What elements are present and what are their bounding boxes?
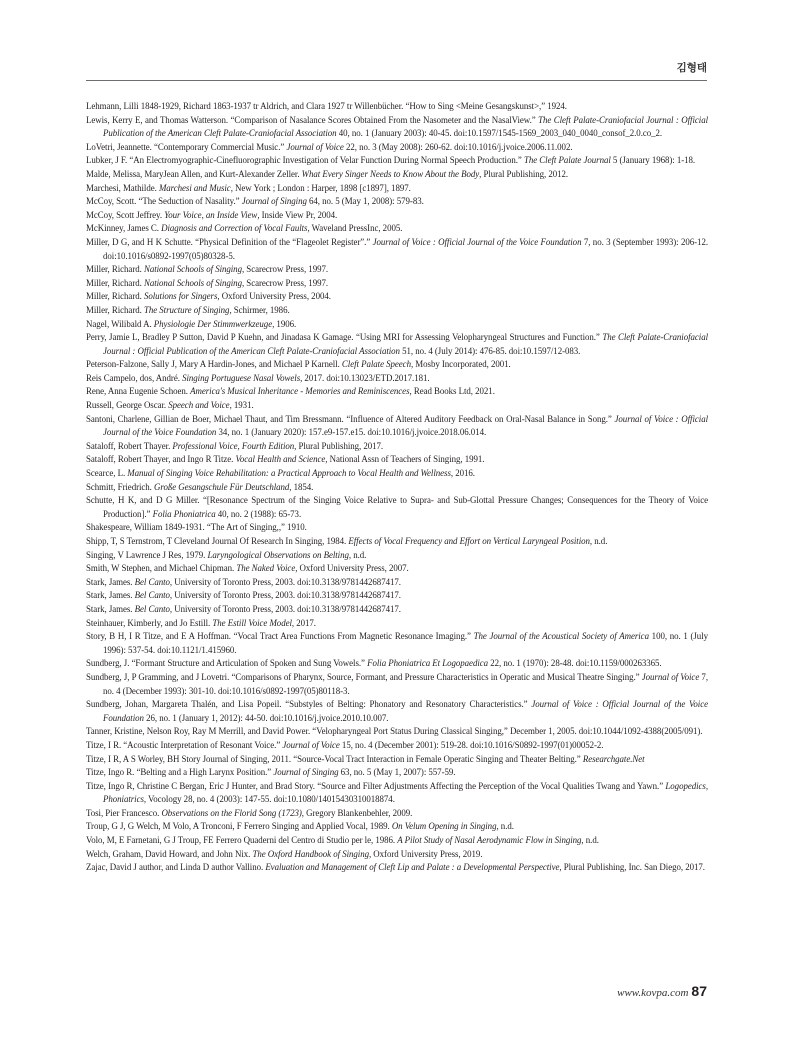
reference-text: McCoy, Scott Jeffrey. (86, 209, 165, 220)
reference-text: 22, no. 3 (May 2008): 260-62. doi:10.1016/j.jvoice.2006.11.002. (343, 141, 573, 152)
reference-text: Marchesi, Mathilde. (86, 182, 159, 193)
reference-text: Miller, Richard. (86, 304, 144, 315)
reference-text: Nagel, Wilibald A. (86, 318, 154, 329)
reference-text: , National Assn of Teachers of Singing, 1991. (325, 454, 485, 465)
reference-text: , Vocology 28, no. 4 (2003): 147-55. doi:10.1080/14015430310018874. (143, 794, 395, 805)
reference-text: Zajac, David J author, and Linda D author Vallino. (86, 862, 266, 873)
reference-entry (86, 209, 708, 223)
reference-text: , Mosby Incorporated, 2001. (410, 359, 511, 370)
reference-entry (86, 114, 708, 141)
reference-text: Miller, Richard. (86, 277, 144, 288)
reference-text: Russell, George Oscar. (86, 400, 169, 411)
reference-title: National Schools of Singing (143, 264, 242, 275)
reference-text: , University of Toronto Press, 2003. doi:10.3138/9781442687417. (169, 590, 401, 601)
reference-entry (86, 861, 708, 875)
reference-entry (86, 263, 708, 277)
reference-text: Troup, G J, G Welch, M Volo, A Tronconi, F Ferrero Singing and Applied Vocal, 1989. (86, 821, 392, 832)
reference-text: 40, no. 2 (1988): 65-73. (215, 508, 302, 519)
reference-title: Bel Canto (134, 590, 170, 601)
reference-title: Journal of Singing (273, 767, 339, 778)
reference-title: Cleft Palate Speech (341, 359, 411, 370)
reference-text: Tanner, Kristine, Nelson Roy, Ray M Merrill, and David Power. “Velopharyngeal Port Status During Classical Singing,” December 1, 2005. doi:10.1044/1092-4388(2005/091). (86, 726, 703, 737)
reference-entry (86, 467, 708, 481)
reference-entry (86, 141, 708, 155)
reference-text: , Plural Publishing, 2012. (479, 168, 569, 179)
reference-title: Journal of Voice : Official Journal of the Voice Foundation (103, 413, 708, 438)
reference-entry (86, 154, 708, 168)
reference-title: Researchgate.Net (582, 753, 645, 764)
reference-text: Lubker, J F. “An Electromyographic-Cinefluorographic Investigation of Velar Function During Normal Speech Production.” (86, 155, 524, 166)
reference-text: McCoy, Scott. “The Seduction of Nasality.” (86, 196, 242, 207)
reference-text: Sataloff, Robert Thayer, and Ingo R Titze. (86, 454, 236, 465)
reference-entry (86, 182, 708, 196)
reference-entry (86, 807, 708, 821)
reference-title: Solutions for Singers (143, 291, 218, 302)
reference-text: , Waveland PressInc, 2005. (307, 223, 403, 234)
reference-text: Tosi, Pier Francesco. (86, 807, 162, 818)
reference-text: 22, no. 1 (1970): 28-48. doi:10.1159/000263365. (488, 658, 662, 669)
reference-text: , 1931. (229, 400, 254, 411)
reference-entry (86, 739, 708, 753)
reference-text: Schutte, H K, and D G Miller. “[Resonance Spectrum of the Singing Voice Relative to Supra- and Sub-Glottal Pressure Changes; Consequences for the Theory of Voice Production].” (86, 495, 708, 519)
reference-title: Evaluation and Management of Cleft Lip and Palate : a Developmental Perspective (265, 862, 560, 873)
reference-text: Sundberg, Johan, Margareta Thalén, and Lisa Popeil. “Substyles of Belting: Phonatory and Resonatory Characteristics.” (86, 699, 532, 710)
reference-title: Journal of Voice (641, 671, 700, 682)
reference-text: Welch, Graham, David Howard, and John Nix. (86, 848, 253, 859)
reference-text: , Scarecrow Press, 1997. (241, 277, 329, 288)
reference-text: , n.d. (496, 821, 514, 832)
reference-entry (86, 521, 708, 535)
reference-text: Shipp, T, S Ternstrom, T Cleveland Journal Of Research In Singing, 1984. (86, 536, 349, 546)
reference-title: Bel Canto (134, 576, 170, 587)
reference-text: Lewis, Kerry E, and Thomas Watterson. “Comparison of Nasalance Scores Obtained From the Nasometer and the NasalView.” (86, 114, 539, 125)
reference-title: Große Gesangschule Für Deutschland (154, 481, 290, 492)
reference-text: Titze, I R, A S Worley, BH Story Journal of Singing, 2011. “Source-Vocal Tract Interaction in Female Operatic Singing and Theater Belting.” (86, 753, 583, 764)
reference-text: Sataloff, Robert Thayer. (86, 440, 173, 451)
reference-title: The Cleft Palate Journal (523, 155, 611, 166)
reference-title: The Cleft Palate-Craniofacial Journal : Official Publication of the American Cleft Palate-Craniofacial Association (103, 114, 708, 139)
reference-entry (86, 657, 708, 671)
reference-text: , Plural Publishing, 2017. (294, 440, 384, 451)
reference-text: 5 (January 1968): 1-18. (610, 155, 696, 166)
reference-title: The Estill Voice Model (212, 617, 292, 628)
reference-list (86, 100, 708, 875)
reference-text: 63, no. 5 (May 1, 2007): 557-59. (338, 767, 456, 778)
reference-text: Santoni, Charlene, Gillian de Boer, Michael Thaut, and Tim Bressmann. “Influence of Altered Auditory Feedback on Oral-Nasal Balance in Song.” (86, 413, 615, 424)
reference-entry (86, 222, 708, 236)
reference-text: , Gregory Blankenbehler, 2009. (301, 807, 413, 818)
reference-text: Steinhauer, Kimberly, and Jo Estill. (86, 617, 213, 628)
reference-text: Stark, James. (86, 590, 135, 601)
reference-title: The Cleft Palate-Craniofacial Journal : Official Publication of the American Cleft Palate-Craniofacial Association (103, 332, 708, 356)
reference-text: 15, no. 4 (December 2001): 519-28. doi:10.1016/S0892-1997(01)00052-2. (339, 739, 604, 750)
reference-entry (86, 440, 708, 454)
reference-text: LoVetri, Jeannette. “Contemporary Commercial Music.” (86, 141, 287, 152)
reference-title: Vocal Health and Science (235, 454, 326, 465)
reference-entry (86, 372, 708, 386)
reference-text: , University of Toronto Press, 2003. doi:10.3138/9781442687417. (169, 576, 401, 587)
reference-entry (86, 766, 708, 780)
reference-text: , Scarecrow Press, 1997. (241, 264, 329, 275)
reference-title: Your Voice, an Inside View (164, 209, 258, 220)
reference-text: Story, B H, I R Titze, and E A Hoffman. “Vocal Tract Area Functions From Magnetic Resonance Imaging.” (86, 631, 474, 642)
reference-entry (86, 453, 708, 467)
reference-text: , Oxford University Press, 2004. (217, 291, 331, 302)
reference-text: , 1854. (289, 481, 314, 492)
reference-text: , Oxford University Press, 2007. (295, 563, 409, 574)
reference-text: Singing, V Lawrence J Res, 1979. (86, 549, 208, 560)
reference-text: 40, no. 1 (January 2003): 40-45. doi:10.1597/1545-1569_2003_040_0040_consof_2.0.co_2. (336, 128, 663, 139)
reference-title: Laryngological Observations on Belting (207, 549, 349, 560)
page-number: 87 (691, 983, 707, 999)
reference-entry (86, 358, 708, 372)
reference-title: Diagnosis and Correction of Vocal Faults (161, 223, 308, 234)
reference-title: Folia Phoniatrica Et Logopaedica (367, 658, 489, 669)
reference-entry (86, 100, 708, 114)
reference-text: , Plural Publishing, Inc. San Diego, 2017. (559, 862, 705, 873)
footer-site[interactable]: www.kovpa.com (617, 987, 689, 999)
reference-entry (86, 399, 708, 413)
reference-title: Professional Voice, Fourth Edition (172, 440, 295, 451)
reference-text: Sundberg, J. “Formant Structure and Articulation of Spoken and Sung Vowels.” (86, 658, 368, 669)
reference-text: , 2017. doi:10.13023/ETD.2017.181. (300, 372, 430, 383)
reference-text: Schmitt, Friedrich. (86, 481, 155, 492)
reference-title: America's Musical Inheritance - Memories and Reminiscences (190, 386, 410, 397)
reference-title: Effects of Vocal Frequency and Effort on Vertical Laryngeal Position (348, 536, 590, 546)
reference-text: 51, no. 4 (July 2014): 476-85. doi:10.1597/12-083. (399, 345, 581, 356)
reference-title: The Oxford Handbook of Singing (252, 848, 369, 859)
reference-text: , n.d. (581, 835, 599, 846)
header-rule (86, 80, 707, 81)
reference-entry (86, 834, 708, 848)
reference-text: , 1906. (272, 318, 297, 329)
reference-title: Journal of Voice : Official Journal of the Voice Foundation (103, 699, 708, 723)
reference-entry (86, 562, 708, 576)
reference-text: , New York ; London : Harper, 1898 [c1897], 1897. (230, 182, 411, 193)
reference-title: National Schools of Singing (143, 277, 242, 288)
reference-text: , 2017. (291, 617, 316, 628)
page-footer (617, 983, 707, 999)
reference-text: , Oxford University Press, 2019. (368, 848, 483, 859)
reference-title: Logopedics, Phoniatrics (103, 780, 708, 805)
reference-title: Journal of Voice : Official Journal of the Voice Foundation (372, 236, 582, 247)
reference-text: 100, no. 1 (July 1996): 537-54. doi:10.1121/1.415960. (103, 631, 708, 655)
reference-text: Rene, Anna Eugenie Schoen. (86, 386, 191, 397)
reference-title: Speech and Voice (168, 400, 230, 411)
reference-entry (86, 848, 708, 862)
reference-text: Titze, Ingo R, Christine C Bergan, Eric J Hunter, and Brad Story. “Source and Filter Adjustments Affecting the Perception of the Vocal Qualities Twang and Yawn.” (86, 780, 666, 791)
reference-entry (86, 290, 708, 304)
reference-title: Journal of Singing (241, 196, 307, 207)
reference-title: Folia Phoniatrica (152, 508, 216, 519)
reference-title: The Naked Voice (236, 563, 296, 574)
reference-entry (86, 277, 708, 291)
reference-text: Reis Campelo, dos, André. (86, 372, 183, 383)
reference-entry (86, 318, 708, 332)
reference-title: The Structure of Singing (143, 304, 230, 315)
reference-title: Manual of Singing Voice Rehabilitation: a Practical Approach to Vocal Health and Wellness (127, 468, 451, 479)
reference-entry (86, 589, 708, 603)
reference-entry (86, 603, 708, 617)
reference-entry (86, 481, 708, 495)
reference-text: Titze, I R. “Acoustic Interpretation of Resonant Voice.” (86, 739, 283, 750)
running-header-author: 김형태 (676, 62, 707, 74)
reference-entry (86, 725, 708, 739)
reference-entry (86, 753, 708, 767)
reference-title: Physiologie Der Stimmwerkzeuge (153, 318, 273, 329)
reference-entry (86, 494, 708, 521)
reference-text: Shakespeare, William 1849-1931. “The Art of Singing,,” 1910. (86, 522, 307, 533)
reference-entry (86, 698, 708, 725)
reference-text: , n.d. (348, 549, 367, 560)
reference-title: What Every Singer Needs to Know About the Body (301, 168, 480, 179)
reference-title: Observations on the Florid Song (1723) (161, 807, 302, 818)
reference-text: 34, no. 1 (January 2020): 157.e9-157.e15. doi:10.1016/j.jvoice.2018.06.014. (216, 427, 487, 438)
reference-entry (86, 671, 708, 698)
reference-text: , University of Toronto Press, 2003. doi:10.3138/9781442687417. (169, 603, 401, 614)
reference-text: Stark, James. (86, 603, 135, 614)
reference-entry (86, 820, 708, 834)
reference-text: Lehmann, Lilli 1848-1929, Richard 1863-1937 tr Aldrich, and Clara 1927 tr Willenbücher. “How to Sing <Meine Gesangskunst>,” 1924. (86, 101, 567, 111)
reference-text: , Inside View Pr, 2004. (257, 209, 338, 220)
reference-text: Peterson-Falzone, Sally J, Mary A Hardin-Jones, and Michael P Karnell. (86, 359, 342, 370)
reference-entry (86, 304, 708, 318)
reference-text: Titze, Ingo R. “Belting and a High Larynx Position.” (86, 767, 274, 778)
reference-title: On Velum Opening in Singing (391, 821, 497, 832)
reference-text: Smith, W Stephen, and Michael Chipman. (86, 563, 237, 574)
reference-title: Journal of Voice (286, 141, 344, 152)
reference-text: Volo, M, E Farnetani, G J Troup, FE Ferrero Quaderni del Centro di Studio per le, 1986. (86, 835, 398, 846)
reference-text: Perry, Jamie L, Bradley P Sutton, David P Kuehn, and Jinadasa K Gamage. “Using MRI for Assessing Velopharyngeal Structures and Function.” (86, 332, 603, 343)
reference-title: Journal of Voice (282, 739, 340, 750)
reference-text: Malde, Melissa, MaryJean Allen, and Kurt-Alexander Zeller. (86, 168, 302, 179)
reference-text: 7, no. 3 (September 1993): 206-12. doi:10.1016/s0892-1997(05)80328-5. (103, 236, 709, 261)
reference-entry (86, 549, 708, 563)
reference-text: , Schirmer, 1986. (229, 304, 290, 315)
reference-title: The Journal of the Acoustical Society of America (473, 631, 649, 642)
reference-title: A Pilot Study of Nasal Aerodynamic Flow in Singing (397, 835, 582, 846)
reference-text: 64, no. 5 (May 1, 2008): 579-83. (306, 196, 424, 207)
reference-entry (86, 630, 708, 657)
reference-text: , Read Books Ltd, 2021. (409, 386, 495, 397)
reference-text: 26, no. 1 (January 1, 2012): 44-50. doi:10.1016/j.jvoice.2010.10.007. (143, 712, 389, 723)
reference-title: Singing Portuguese Nasal Vowels (182, 372, 301, 383)
reference-text: Sundberg, J, P Gramming, and J Lovetri. “Comparisons of Pharynx, Source, Formant, and Pressure Characteristics in Operatic and Musical Theatre Singing.” (86, 671, 642, 682)
reference-text: Miller, D G, and H K Schutte. “Physical Definition of the “Flageolet Register”.” (86, 236, 373, 247)
reference-text: 7, no. 4 (December 1993): 301-10. doi:10.1016/s0892-1997(05)80118-3. (103, 671, 708, 696)
reference-text: Stark, James. (86, 576, 135, 587)
reference-entry (86, 780, 708, 807)
reference-entry (86, 168, 708, 182)
reference-text: , n.d. (589, 536, 608, 546)
reference-entry (86, 385, 708, 399)
reference-entry (86, 413, 708, 440)
reference-entry (86, 236, 708, 263)
reference-title: Marchesi and Music (158, 182, 231, 193)
reference-text: Miller, Richard. (86, 264, 144, 275)
reference-entry (86, 617, 708, 631)
reference-entry (86, 535, 708, 549)
reference-text: , 2016. (450, 468, 475, 479)
reference-text: Scearce, L. (86, 468, 128, 479)
reference-entry (86, 331, 708, 358)
reference-title: Bel Canto (134, 603, 170, 614)
reference-entry (86, 576, 708, 590)
reference-text: McKinney, James C. (86, 223, 162, 234)
reference-entry (86, 195, 708, 209)
reference-text: Miller, Richard. (86, 291, 144, 302)
